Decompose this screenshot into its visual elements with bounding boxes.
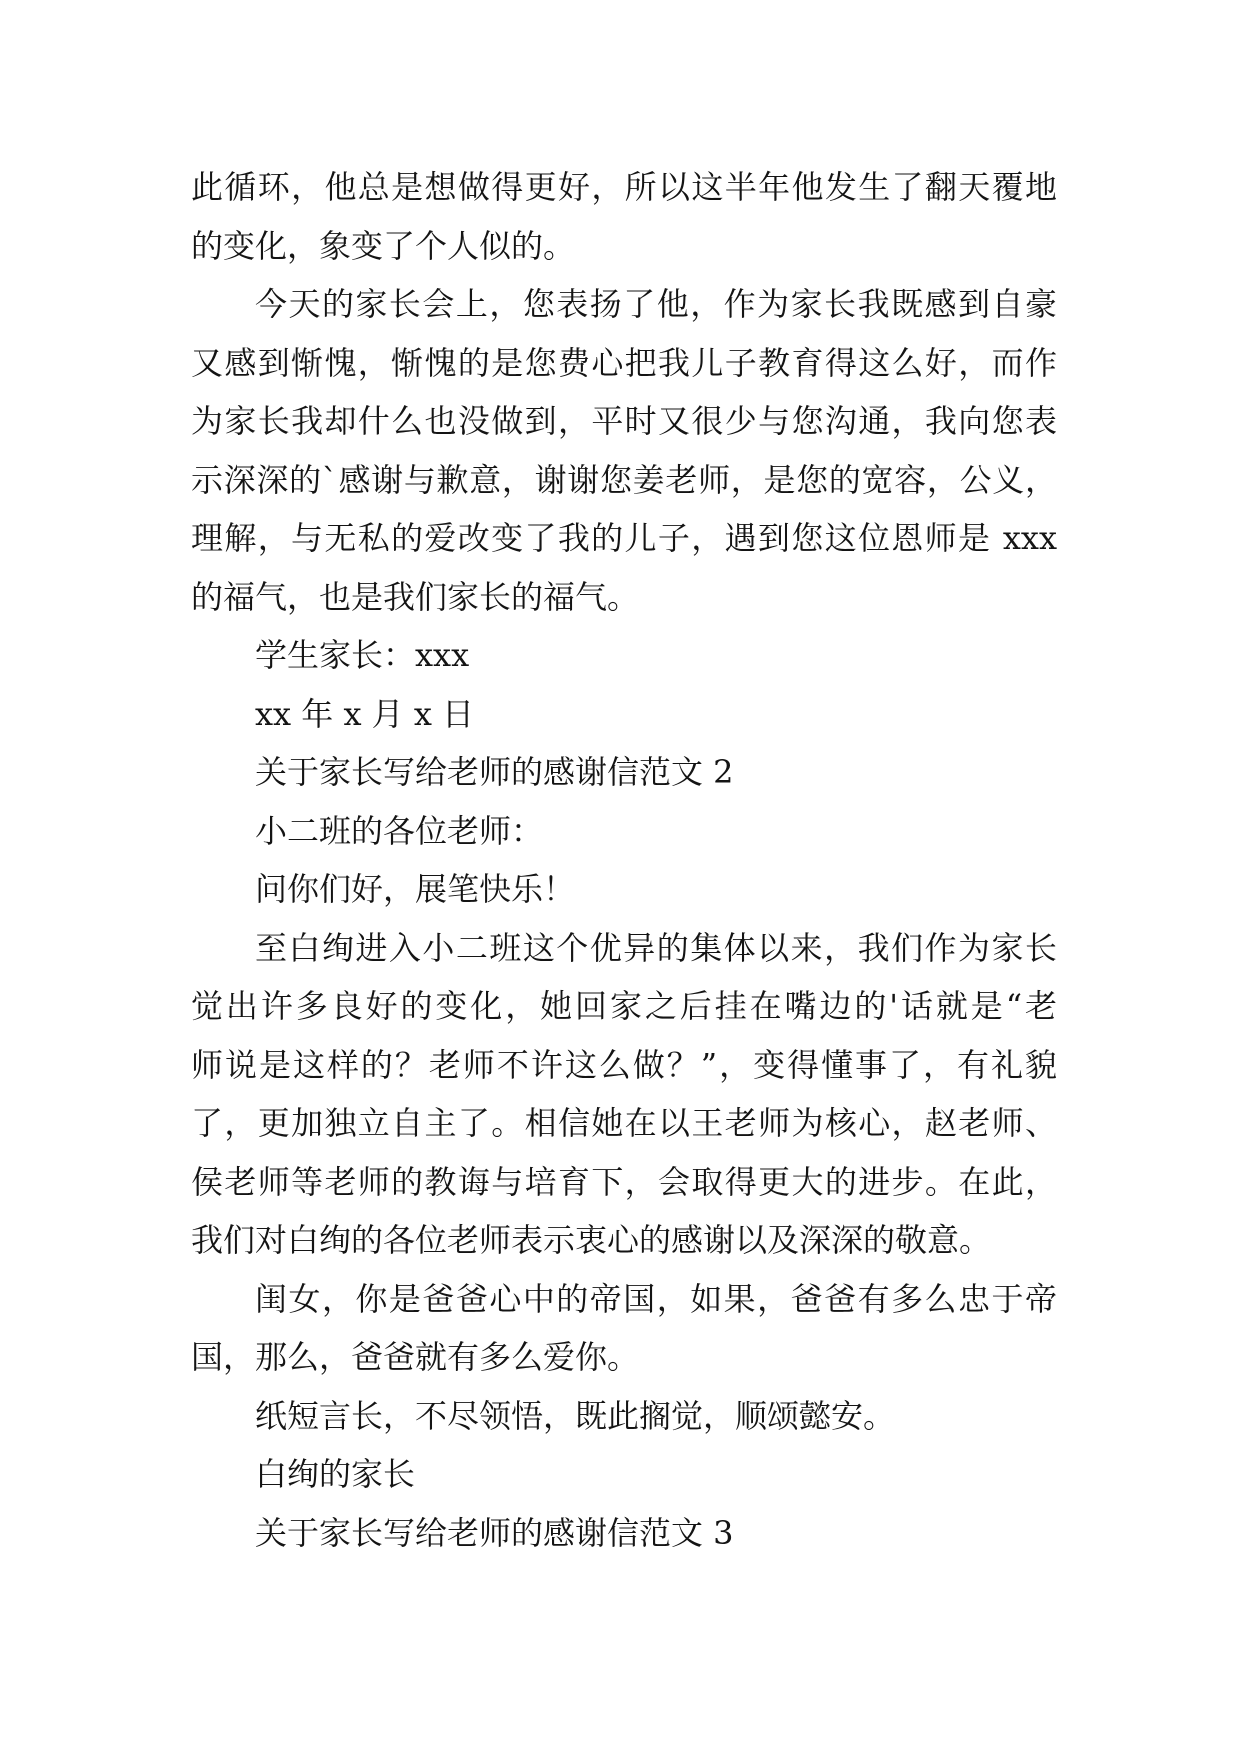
body-paragraph-2 bbox=[191, 1270, 1057, 1387]
text-line: 师说是这样的？老师不许这么做？”，变得懂事了，有礼貌 bbox=[191, 1045, 1057, 1084]
text-line: 侯老师等老师的教诲与培育下，会取得更大的进步。在此， bbox=[191, 1162, 1057, 1201]
body-paragraph-1 bbox=[191, 919, 1057, 1270]
text-line: 至白绚进入小二班这个优异的集体以来，我们作为家长 bbox=[255, 928, 1057, 967]
greeting: 问你们好，展笔快乐！ bbox=[255, 870, 576, 908]
section-heading-2: 关于家长写给老师的感谢信范文 2 bbox=[255, 753, 734, 791]
salutation: 小二班的各位老师： bbox=[255, 811, 544, 850]
continued-paragraph bbox=[191, 158, 1057, 275]
text-line: 理解，与无私的爱改变了我的儿子，遇到您这位恩师是 xxx bbox=[191, 519, 1057, 557]
section-heading-3: 关于家长写给老师的感谢信范文 3 bbox=[255, 1513, 734, 1552]
text-line: 示深深的`感谢与歉意，谢谢您姜老师，是您的宽容，公义， bbox=[191, 460, 1057, 499]
closing: 纸短言长，不尽领悟，既此搁觉，顺颂懿安。 bbox=[255, 1396, 896, 1435]
text-line: 国，那么，爸爸就有多么爱你。 bbox=[191, 1338, 640, 1376]
text-line: 今天的家长会上，您表扬了他，作为家长我既感到自豪 bbox=[255, 285, 1057, 323]
text-line: 为家长我却什么也没做到，平时又很少与您沟通，我向您表 bbox=[191, 402, 1057, 440]
text-line: 我们对白绚的各位老师表示衷心的感谢以及深深的敬意。 bbox=[191, 1221, 992, 1259]
signature: 白绚的家长 bbox=[255, 1455, 416, 1493]
signature-role: 学生家长：xxx bbox=[255, 636, 470, 674]
text-line: 的福气，也是我们家长的福气。 bbox=[191, 577, 640, 616]
text-line: 的变化，象变了个人似的。 bbox=[191, 226, 576, 265]
text-line: 此循环，他总是想做得更好，所以这半年他发生了翻天覆地 bbox=[191, 168, 1057, 206]
letter-date: xx 年 x 月 x 日 bbox=[255, 694, 475, 733]
text-line: 闺女，你是爸爸心中的帝国，如果，爸爸有多么忠于帝 bbox=[255, 1279, 1057, 1318]
text-line: 又感到惭愧，惭愧的是您费心把我儿子教育得这么好，而作 bbox=[191, 343, 1057, 382]
text-line: 觉出许多良好的变化，她回家之后挂在嘴边的'话就是“老 bbox=[191, 987, 1057, 1025]
text-line: 了，更加独立自主了。相信她在以王老师为核心，赵老师、 bbox=[191, 1104, 1057, 1142]
thanks-paragraph bbox=[191, 275, 1057, 626]
letter-body bbox=[191, 158, 1057, 1562]
